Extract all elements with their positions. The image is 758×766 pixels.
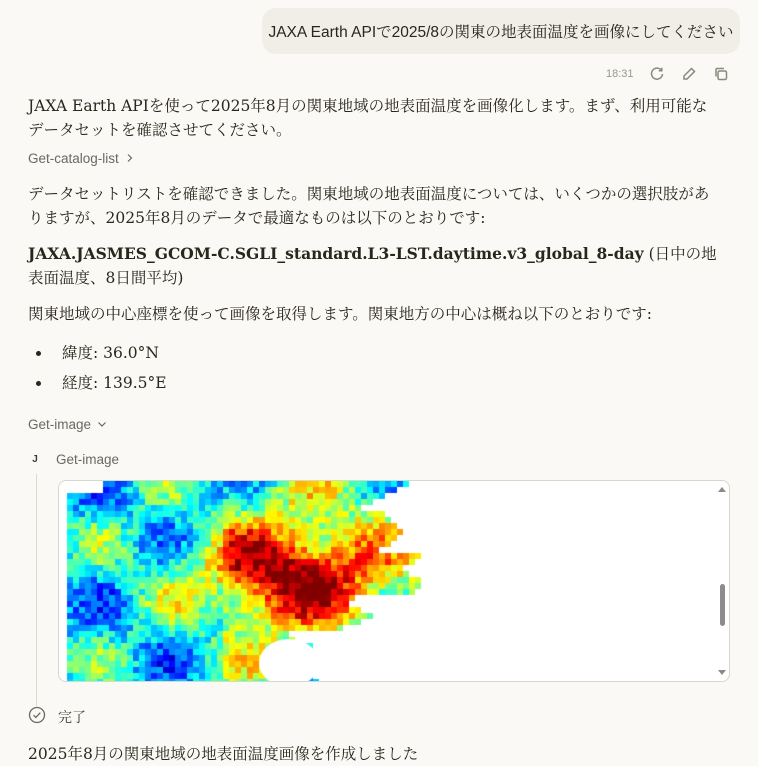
response-para-2: データセットリストを確認できました。関東地域の地表面温度については、いくつかの選択肢がありますが、2025年8月のデータで最適なものは以下のとおりです: [28, 185, 710, 227]
scroll-up-arrow[interactable] [718, 487, 726, 492]
tool-catalog-list-label: Get-catalog-list [28, 151, 119, 166]
scroll-thumb[interactable] [720, 584, 725, 626]
tool-step-label: Get-image [56, 452, 120, 467]
done-label: 完了 [58, 708, 86, 725]
response-final-partial: 2025年8月の関東地域の地表面温度画像を作成しました [28, 745, 419, 763]
chevron-down-icon [97, 417, 107, 432]
response-dataset [28, 242, 718, 290]
response-para-4: 関東地域の中心座標を使って画像を取得します。関東地方の中心は概ね以下のとおりです: [28, 305, 652, 323]
coords-list [28, 338, 167, 398]
check-circle-icon [28, 706, 46, 727]
land-surface-temperature-map [59, 481, 717, 682]
tool-step-connector [36, 474, 37, 706]
user-message-text: JAXA Earth APIで2025/8の関東の地表面温度を画像にしてください [268, 24, 734, 41]
tool-catalog-list-toggle[interactable] [28, 151, 135, 166]
message-actions [606, 64, 730, 84]
tool-get-image-label: Get-image [28, 417, 92, 432]
image-scrollbar[interactable] [715, 481, 729, 681]
message-time: 18:31 [606, 68, 634, 80]
edit-icon[interactable] [680, 65, 698, 83]
user-message-bubble [262, 8, 740, 54]
coord-lat: 緯度: 36.0°N [28, 338, 167, 368]
tool-step-get-image [28, 452, 119, 467]
tool-result-image[interactable] [58, 480, 730, 682]
retry-icon[interactable] [648, 65, 666, 83]
chevron-right-icon [125, 151, 135, 166]
coord-lon: 経度: 139.5°E [28, 368, 167, 398]
dataset-id: JAXA.JASMES_GCOM-C.SGLI_standard.L3-LST.daytime.v3_global_8-day [28, 244, 644, 263]
scroll-down-arrow[interactable] [718, 670, 726, 675]
response-intro: JAXA Earth APIを使って2025年8月の関東地域の地表面温度を画像化します。まず、利用可能なデータセットを確認させてください。 [28, 97, 708, 139]
copy-icon[interactable] [712, 65, 730, 83]
dataset-desc: (日中の地表面温度、8日間平均) [28, 245, 717, 287]
tool-get-image-toggle[interactable] [28, 417, 107, 432]
tool-step-badge: J [32, 454, 38, 465]
tool-done-status [28, 706, 86, 727]
